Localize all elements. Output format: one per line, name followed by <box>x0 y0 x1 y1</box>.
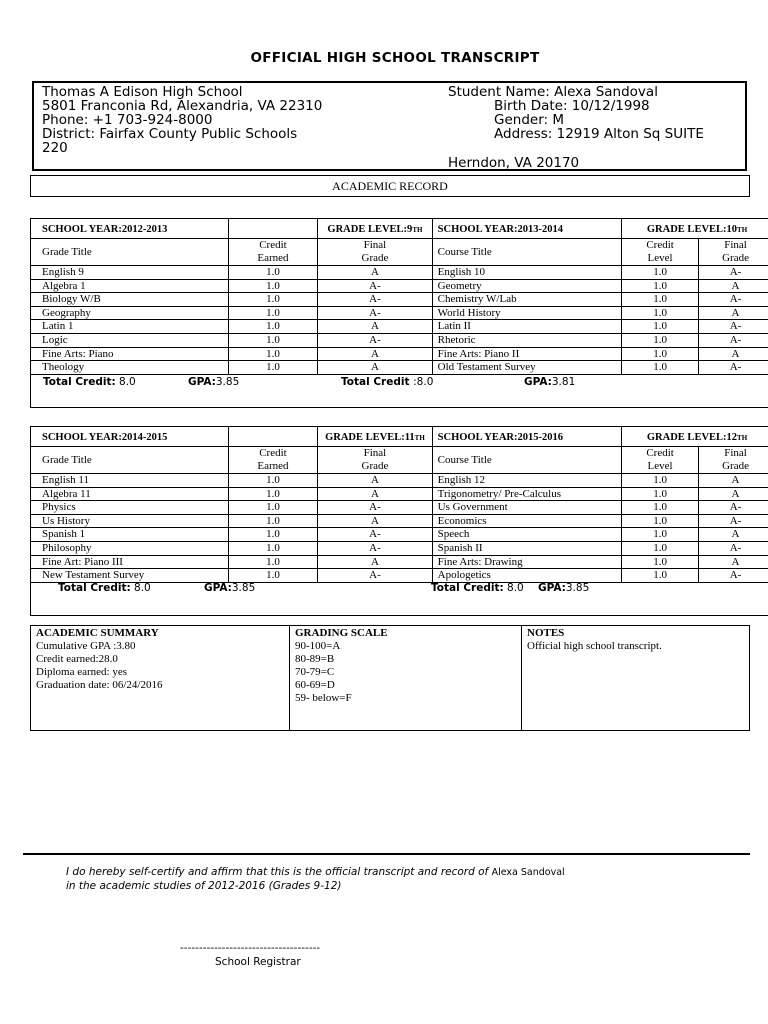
grade-value: A <box>699 528 768 542</box>
course-title: Fine Arts: Piano II <box>432 347 621 361</box>
grade-level-11: GRADE LEVEL:11TH <box>318 427 432 447</box>
credit-value: 1.0 <box>228 333 317 347</box>
course-row <box>31 474 768 488</box>
course-row <box>31 333 768 347</box>
course-row <box>31 361 768 375</box>
gpa-2013-2014: GPA:3.81 <box>524 375 576 388</box>
grade-value: A- <box>318 501 432 515</box>
course-title: Philosophy <box>31 541 229 555</box>
gpa-2012-2013: GPA:3.85 <box>188 375 240 388</box>
final-grade-header: Final Grade <box>699 239 768 266</box>
credit-value: 1.0 <box>228 306 317 320</box>
school-year-2015-2016: SCHOOL YEAR:2015-2016 <box>432 427 621 447</box>
course-row <box>31 514 768 528</box>
course-title: Physics <box>31 501 229 515</box>
course-row <box>31 501 768 515</box>
credit-value: 1.0 <box>622 555 699 569</box>
credit-value: 1.0 <box>622 279 699 293</box>
course-title: English 10 <box>432 266 621 280</box>
grade-level-12: GRADE LEVEL:12TH <box>622 427 768 447</box>
total-credit-2013-2014: Total Credit :8.0 <box>341 375 434 388</box>
credit-value: 1.0 <box>622 501 699 515</box>
grading-scale-heading: GRADING SCALE <box>295 627 388 639</box>
school-name: Thomas A Edison High School <box>42 84 243 100</box>
grade-value: A- <box>318 306 432 320</box>
grade-value: A <box>318 361 432 375</box>
grade-value: A- <box>699 293 768 307</box>
grade-value: A- <box>318 333 432 347</box>
grade-value: A <box>318 555 432 569</box>
credit-value: 1.0 <box>228 501 317 515</box>
gpa-2014-2015: GPA:3.85 <box>204 582 256 594</box>
course-title: Algebra 1 <box>31 279 229 293</box>
grade-value: A- <box>318 541 432 555</box>
grade-value: A <box>318 487 432 501</box>
credit-value: 1.0 <box>622 487 699 501</box>
course-row <box>31 541 768 555</box>
course-row <box>31 555 768 569</box>
credit-value: 1.0 <box>228 347 317 361</box>
school-district: District: Fairfax County Public Schools <box>42 126 298 142</box>
course-title: World History <box>432 306 621 320</box>
school-year-2012-2013: SCHOOL YEAR:2012-2013 <box>31 219 229 239</box>
credit-value: 1.0 <box>228 266 317 280</box>
course-row <box>31 320 768 334</box>
course-title: Spanish 1 <box>31 528 229 542</box>
student-gender: Gender: M <box>494 112 564 128</box>
total-credit-2014-2015: Total Credit: 8.0 <box>58 582 151 594</box>
school-phone: Phone: +1 703-924-8000 <box>42 112 213 128</box>
signature-label: School Registrar <box>215 956 301 968</box>
grade-level-9: GRADE LEVEL:9TH <box>318 219 432 239</box>
credit-value: 1.0 <box>228 528 317 542</box>
course-title: Spanish II <box>432 541 621 555</box>
gpa-2015-2016: GPA:3.85 <box>538 582 590 594</box>
grading-scale-line: 90-100=A <box>295 640 341 652</box>
course-title: Economics <box>432 514 621 528</box>
summary-line: Graduation date: 06/24/2016 <box>36 679 163 691</box>
course-title: Chemistry W/Lab <box>432 293 621 307</box>
course-title: Fine Arts: Drawing <box>432 555 621 569</box>
course-title: Us History <box>31 514 229 528</box>
academic-summary-panel <box>31 626 289 730</box>
grade-level-10: GRADE LEVEL:10TH <box>622 219 768 239</box>
academic-record-heading: ACADEMIC RECORD <box>30 175 750 197</box>
course-title: New Testament Survey <box>31 569 229 583</box>
summary-line: Diploma earned: yes <box>36 666 128 678</box>
course-title: Fine Art: Piano III <box>31 555 229 569</box>
course-title: Biology W/B <box>31 293 229 307</box>
credit-value: 1.0 <box>622 474 699 488</box>
grade-value: A- <box>699 514 768 528</box>
credit-value: 1.0 <box>228 555 317 569</box>
course-title: Geography <box>31 306 229 320</box>
credit-earned-header: Credit Earned <box>228 447 317 474</box>
course-row <box>31 293 768 307</box>
course-title: Theology <box>31 361 229 375</box>
course-title: Fine Arts: Piano <box>31 347 229 361</box>
credit-value: 1.0 <box>228 293 317 307</box>
grade-value: A- <box>699 333 768 347</box>
credit-value: 1.0 <box>228 514 317 528</box>
student-birth-date: Birth Date: 10/12/1998 <box>494 98 650 114</box>
grade-value: A <box>699 474 768 488</box>
student-name: Student Name: Alexa Sandoval <box>448 84 658 100</box>
school-address: 5801 Franconia Rd, Alexandria, VA 22310 <box>42 98 323 114</box>
grade-value: A- <box>318 528 432 542</box>
course-title: Logic <box>31 333 229 347</box>
summary-line: Cumulative GPA :3.80 <box>36 640 136 652</box>
grade-value: A <box>318 320 432 334</box>
credit-value: 1.0 <box>622 306 699 320</box>
credit-value: 1.0 <box>622 514 699 528</box>
course-title: English 11 <box>31 474 229 488</box>
grade-value: A <box>318 474 432 488</box>
grade-value: A- <box>318 569 432 583</box>
summary-section <box>30 625 750 731</box>
credit-value: 1.0 <box>228 474 317 488</box>
grade-title-header: Grade Title <box>31 447 229 474</box>
grading-scale-line: 60-69=D <box>295 679 335 691</box>
grade-value: A <box>318 514 432 528</box>
course-title-header: Course Title <box>432 447 621 474</box>
grading-scale-line: 80-89=B <box>295 653 335 665</box>
grade-value: A- <box>699 266 768 280</box>
final-grade-header: Final Grade <box>318 447 432 474</box>
school-year-2013-2014: SCHOOL YEAR:2013-2014 <box>432 219 621 239</box>
credit-value: 1.0 <box>228 320 317 334</box>
credit-value: 1.0 <box>622 361 699 375</box>
course-row <box>31 569 768 583</box>
credit-earned-header: Credit Earned <box>228 239 317 266</box>
grading-scale-panel <box>289 626 521 730</box>
course-title: Latin 1 <box>31 320 229 334</box>
course-title: Speech <box>432 528 621 542</box>
credit-level-header: Credit Level <box>622 447 699 474</box>
grade-value: A <box>699 347 768 361</box>
summary-line: Credit earned:28.0 <box>36 653 118 665</box>
school-year-2014-2015: SCHOOL YEAR:2014-2015 <box>31 427 229 447</box>
credit-value: 1.0 <box>228 487 317 501</box>
course-title-header: Course Title <box>432 239 621 266</box>
document-title: OFFICIAL HIGH SCHOOL TRANSCRIPT <box>250 50 540 66</box>
course-title: Algebra 11 <box>31 487 229 501</box>
course-title: Apologetics <box>432 569 621 583</box>
course-title: English 12 <box>432 474 621 488</box>
credit-value: 1.0 <box>622 293 699 307</box>
credit-value: 1.0 <box>622 347 699 361</box>
school-extra-line: 220 <box>42 140 68 156</box>
total-credit-2015-2016: Total Credit: 8.0 <box>431 582 524 594</box>
grading-scale-line: 59- below=F <box>295 692 352 704</box>
notes-line: Official high school transcript. <box>527 640 662 652</box>
grade-value: A <box>699 279 768 293</box>
grade-title-header: Grade Title <box>31 239 229 266</box>
grade-value: A <box>699 555 768 569</box>
credit-level-header: Credit Level <box>622 239 699 266</box>
school-student-info-box <box>32 81 747 171</box>
student-city: Herndon, VA 20170 <box>448 155 580 171</box>
notes-heading: NOTES <box>527 627 565 639</box>
course-title: Latin II <box>432 320 621 334</box>
certification-statement: I do hereby self-certify and affirm that this is the official transcript and record of Alexa Sandoval in the academic studies of 2012-2016 (Grades 9-12) <box>66 866 565 892</box>
grade-value: A <box>699 487 768 501</box>
course-row <box>31 528 768 542</box>
total-credit-2012-2013: Total Credit: 8.0 <box>43 375 136 388</box>
grade-value: A- <box>699 501 768 515</box>
credit-value: 1.0 <box>622 266 699 280</box>
credit-value: 1.0 <box>622 528 699 542</box>
credit-value: 1.0 <box>228 541 317 555</box>
course-title: Rhetoric <box>432 333 621 347</box>
year-table-block-1 <box>30 218 768 408</box>
course-title: Geometry <box>432 279 621 293</box>
course-title: Us Government <box>432 501 621 515</box>
certified-student-name: Alexa Sandoval <box>491 867 565 878</box>
course-row <box>31 487 768 501</box>
student-address: Address: 12919 Alton Sq SUITE <box>494 126 704 142</box>
credit-value: 1.0 <box>228 361 317 375</box>
grade-value: A- <box>699 361 768 375</box>
grade-value: A- <box>318 279 432 293</box>
block-1-totals-row <box>31 374 768 407</box>
year-table-block-2 <box>30 426 768 616</box>
grade-value: A <box>699 306 768 320</box>
grade-value: A <box>318 347 432 361</box>
credit-value: 1.0 <box>228 569 317 583</box>
course-row <box>31 266 768 280</box>
course-row <box>31 279 768 293</box>
academic-summary-heading: ACADEMIC SUMMARY <box>36 627 159 639</box>
grade-value: A <box>318 266 432 280</box>
grading-scale-line: 70-79=C <box>295 666 335 678</box>
grade-value: A- <box>699 541 768 555</box>
course-row <box>31 347 768 361</box>
course-title: Trigonometry/ Pre-Calculus <box>432 487 621 501</box>
credit-value: 1.0 <box>622 569 699 583</box>
credit-value: 1.0 <box>622 541 699 555</box>
grade-value: A- <box>318 293 432 307</box>
credit-value: 1.0 <box>622 320 699 334</box>
notes-panel <box>521 626 749 730</box>
course-title: English 9 <box>31 266 229 280</box>
course-row <box>31 306 768 320</box>
grade-value: A- <box>699 320 768 334</box>
course-title: Old Testament Survey <box>432 361 621 375</box>
final-grade-header: Final Grade <box>699 447 768 474</box>
credit-value: 1.0 <box>622 333 699 347</box>
grade-value: A- <box>699 569 768 583</box>
final-grade-header: Final Grade <box>318 239 432 266</box>
credit-value: 1.0 <box>228 279 317 293</box>
signature-line: ------------------------------------- <box>180 942 321 954</box>
section-divider <box>23 853 750 855</box>
block-2-totals-row <box>31 582 768 615</box>
